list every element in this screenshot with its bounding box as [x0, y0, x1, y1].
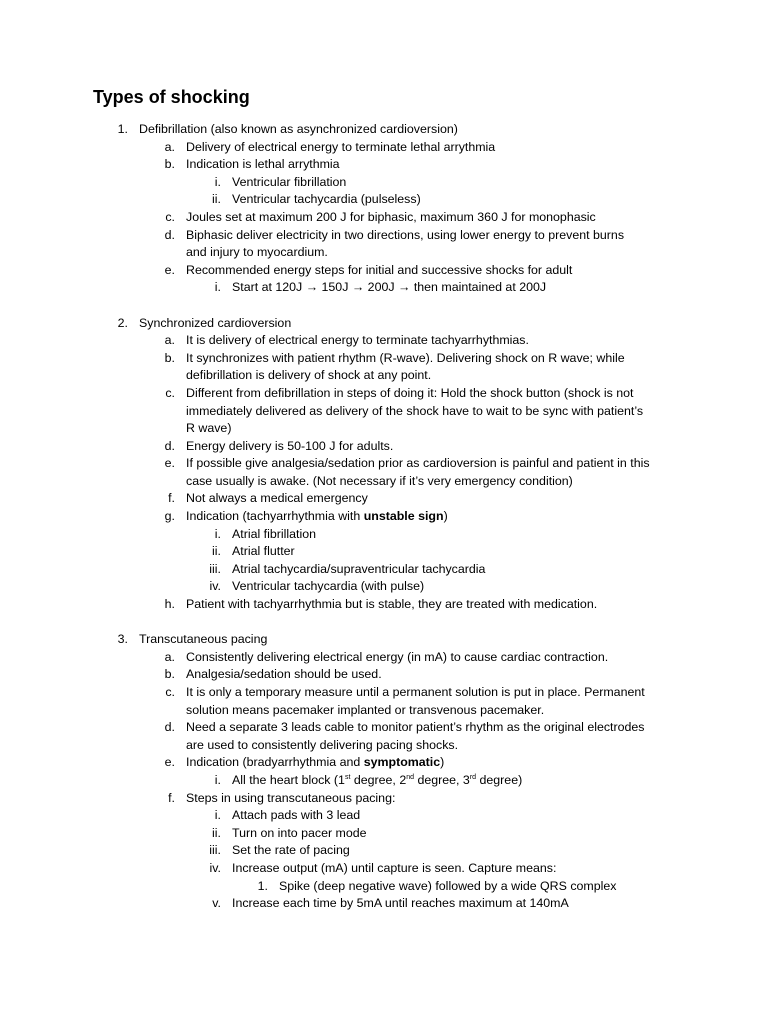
list-item-text: Steps in using transcutaneous pacing: — [186, 790, 396, 805]
list-item — [0, 825, 768, 843]
list-item — [0, 262, 768, 280]
list-marker: d. — [164, 438, 175, 453]
list-item-text: R wave) — [186, 421, 232, 436]
list-marker: ii. — [212, 192, 221, 207]
list-item-text: defibrillation is delivery of shock at any point. — [186, 368, 432, 383]
superscript: st — [344, 773, 351, 781]
list-marker: v. — [212, 896, 221, 911]
list-item-text: Energy delivery is 50-100 J for adults. — [186, 438, 394, 453]
list-item-text: It is delivery of electrical energy to terminate tachyarrhythmias. — [186, 333, 529, 348]
list-item — [0, 174, 768, 192]
list-marker: f. — [168, 790, 175, 805]
list-item-text: Ventricular fibrillation — [232, 174, 347, 189]
list-marker: 1. — [117, 122, 128, 136]
list-item — [0, 139, 768, 157]
list-item — [0, 279, 768, 297]
list-marker: e. — [164, 456, 175, 471]
list-item — [0, 860, 768, 878]
list-item-text: are used to consistently delivering pacing shocks. — [186, 737, 459, 752]
list-marker: a. — [164, 333, 175, 348]
list-item — [0, 156, 768, 174]
list-item-text: Analgesia/sedation should be used. — [186, 667, 382, 682]
list-item-text: Atrial tachycardia/supraventricular tachycardia — [232, 561, 486, 576]
list-marker: c. — [165, 685, 175, 699]
list-marker: i. — [214, 526, 221, 541]
list-item-text: Not always a medical emergency — [186, 491, 368, 506]
list-item — [0, 420, 768, 438]
list-marker: i. — [214, 280, 221, 295]
list-marker: ii. — [212, 544, 221, 559]
list-marker: a. — [164, 139, 175, 154]
list-item-text: Increase output (mA) until capture is seen. Capture means: — [232, 860, 557, 875]
list-item — [0, 244, 768, 262]
list-item-text: If possible give analgesia/sedation prior as cardioversion is painful and patient in this — [186, 456, 650, 471]
emphasis-text: unstable sign — [363, 509, 444, 524]
list-marker: iii. — [209, 843, 221, 858]
list-item — [0, 754, 768, 772]
list-item — [0, 455, 768, 473]
list-item-text: Indication is lethal arrythmia — [186, 157, 340, 172]
list-marker: h. — [164, 597, 175, 612]
list-marker: i. — [214, 772, 221, 787]
list-item-text: Set the rate of pacing — [232, 843, 350, 858]
list-item — [0, 649, 768, 667]
list-item — [0, 895, 768, 913]
list-item — [0, 543, 768, 561]
list-item-text: Need a separate 3 leads cable to monitor patient’s rhythm as the original electrodes — [186, 720, 645, 735]
list-marker: g. — [164, 509, 175, 524]
list-item-text: Different from defibrillation in steps of doing it: Hold the shock button (shock is not — [186, 385, 634, 400]
list-item — [0, 526, 768, 544]
list-item-text: Spike (deep negative wave) followed by a wide QRS complex — [279, 878, 617, 893]
list-item — [0, 878, 768, 896]
list-marker: i. — [214, 174, 221, 189]
superscript: nd — [406, 773, 415, 781]
list-item-text: Joules set at maximum 200 J for biphasic, maximum 360 J for monophasic — [186, 209, 596, 224]
list-marker: c. — [165, 209, 175, 224]
list-item — [0, 191, 768, 209]
outline-list — [0, 121, 768, 913]
list-item-text: Patient with tachyarrhythmia but is stable, they are treated with medication. — [186, 597, 598, 612]
list-item-text: solution means pacemaker implanted or transvenous pacemaker. — [186, 702, 545, 717]
list-item — [0, 702, 768, 720]
section-gap — [0, 614, 768, 632]
list-marker: ii. — [212, 825, 221, 840]
list-item — [0, 350, 768, 368]
list-item — [0, 473, 768, 491]
list-marker: 3. — [117, 632, 128, 647]
list-item — [0, 790, 768, 808]
list-item — [0, 332, 768, 350]
list-item — [0, 842, 768, 860]
list-item-text: Turn on into pacer mode — [232, 825, 367, 840]
list-item-text: Consistently delivering electrical energy (in mA) to cause cardiac contraction. — [186, 649, 609, 664]
list-item-text: Transcutaneous pacing — [139, 632, 268, 647]
list-item — [0, 578, 768, 596]
list-item-text: and injury to myocardium. — [186, 245, 328, 260]
list-item — [0, 490, 768, 508]
list-marker: iv. — [209, 860, 221, 875]
list-item — [0, 666, 768, 684]
list-marker: i. — [214, 808, 221, 823]
list-marker: b. — [164, 157, 175, 172]
list-item — [0, 737, 768, 755]
list-marker: 2. — [117, 315, 128, 330]
list-item — [0, 807, 768, 825]
list-marker: d. — [164, 227, 175, 242]
list-item — [0, 508, 768, 526]
list-marker: f. — [168, 491, 175, 506]
list-item — [0, 121, 768, 139]
list-marker: b. — [164, 350, 175, 365]
list-item-text: It is only a temporary measure until a permanent solution is put in place. Permanent — [186, 685, 645, 699]
list-marker: a. — [164, 649, 175, 664]
list-marker: iii. — [209, 561, 221, 576]
list-marker: d. — [164, 720, 175, 735]
list-item-text: Start at 120J → 150J → 200J → then maintained at 200J — [232, 280, 547, 295]
list-marker: e. — [164, 262, 175, 277]
list-item — [0, 315, 768, 333]
page-title: Types of shocking — [93, 87, 250, 107]
emphasis-text: symptomatic — [363, 755, 441, 770]
list-item — [0, 438, 768, 456]
list-item-text: It synchronizes with patient rhythm (R-wave). Delivering shock on R wave; while — [186, 350, 625, 365]
list-marker: 1. — [257, 878, 268, 893]
list-item — [0, 772, 768, 790]
list-item-text: Delivery of electrical energy to terminate lethal arrythmia — [186, 139, 496, 154]
list-item-text: All the heart block (1st degree, 2nd degree, 3rd degree) — [232, 772, 523, 787]
list-item-text: case usually is awake. (Not necessary if it’s very emergency condition) — [186, 473, 573, 488]
list-marker: iv. — [209, 579, 221, 594]
list-item-text: Biphasic deliver electricity in two directions, using lower energy to prevent burns — [186, 227, 625, 242]
list-item — [0, 719, 768, 737]
list-item-text: Recommended energy steps for initial and successive shocks for adult — [186, 262, 573, 277]
list-item — [0, 596, 768, 614]
list-item — [0, 367, 768, 385]
list-item-text: Ventricular tachycardia (pulseless) — [232, 192, 421, 207]
list-item-text: Atrial fibrillation — [232, 526, 317, 541]
list-marker: b. — [164, 667, 175, 682]
list-item-text: immediately delivered as delivery of the shock have to wait to be sync with patient’s — [186, 403, 644, 418]
list-item-text: Synchronized cardioversion — [139, 315, 292, 330]
list-marker: e. — [164, 755, 175, 770]
list-item — [0, 403, 768, 421]
list-item — [0, 227, 768, 245]
list-item-text: Ventricular tachycardia (with pulse) — [232, 579, 425, 594]
list-item-text: Defibrillation (also known as asynchronized cardioversion) — [139, 122, 458, 136]
list-item — [0, 684, 768, 702]
list-item-text: Attach pads with 3 lead — [232, 808, 361, 823]
section-gap — [0, 297, 768, 315]
superscript: rd — [469, 773, 477, 781]
list-item — [0, 561, 768, 579]
list-item — [0, 631, 768, 649]
list-marker: c. — [165, 385, 175, 400]
list-item-text: Atrial flutter — [232, 544, 295, 559]
list-item-text: Increase each time by 5mA until reaches maximum at 140mA — [232, 896, 569, 911]
list-item — [0, 209, 768, 227]
list-item — [0, 385, 768, 403]
list-item-text: Indication (tachyarrhythmia with unstable sign) — [186, 509, 448, 524]
list-item-text: Indication (bradyarrhythmia and symptomatic) — [186, 755, 445, 770]
